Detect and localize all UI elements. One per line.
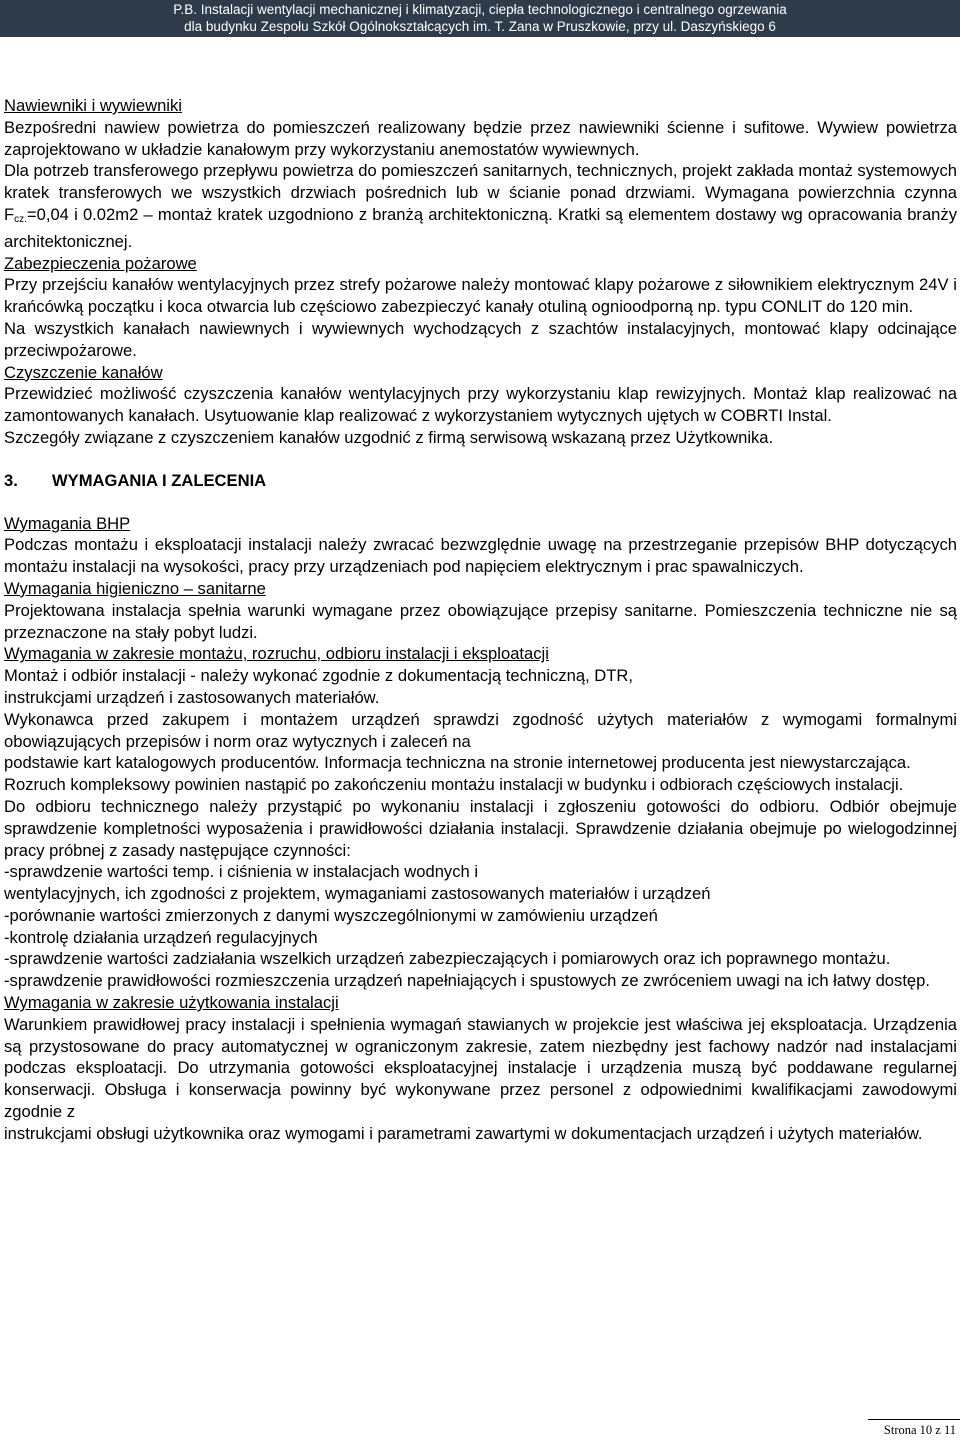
section-title: WYMAGANIA I ZALECENIA xyxy=(52,470,267,490)
paragraph: Przewidzieć możliwość czyszczenia kanałów wentylacyjnych przy wykorzystaniu klap rewizyjnych. Montaż klap realizować na zamontowanych kanałach. Usytuowanie klap realizować z wykorzystaniem wytycznych ujętych w COBRTI Instal. xyxy=(4,384,957,426)
heading-montaz: Wymagania w zakresie montażu, rozruchu, odbioru instalacji i eksploatacji xyxy=(4,644,549,664)
paragraph: instrukcjami urządzeń i zastosowanych materiałów. xyxy=(4,687,380,707)
list-item: -kontrolę działania urządzeń regulacyjnych xyxy=(4,927,318,947)
spacer xyxy=(4,449,957,470)
paragraph: Wykonawca przed zakupem i montażem urządzeń sprawdzi zgodność użytych materiałów z wymogami formalnymi obowiązujących przepisów i norm oraz wytycznych i zaleceń na xyxy=(4,709,957,751)
paragraph: Przy przejściu kanałów wentylacyjnych przez strefy pożarowe należy montować klapy pożarowe z siłownikiem elektrycznym 24V i krańcówką początku i koca otwarcia lub częściowo zabezpieczyć kanały otuliną ognioodporną np. typu CONLIT do 120 min. xyxy=(4,275,957,317)
header-line-2: dla budynku Zespołu Szkół Ogólnokształcących im. T. Zana w Pruszkowie, przy ul. Daszyńskiego 6 xyxy=(184,19,776,34)
paragraph: Na wszystkich kanałach nawiewnych i wywiewnych wychodzących z szachtów instalacyjnych, montować klapy odcinające przeciwpożarowe. xyxy=(4,318,957,360)
heading-uzytkowanie: Wymagania w zakresie użytkowania instalacji xyxy=(4,993,339,1013)
paragraph: Montaż i odbiór instalacji - należy wykonać zgodnie z dokumentacją techniczną, DTR, xyxy=(4,666,634,686)
list-item: -porównanie wartości zmierzonych z danymi wyszczególnionymi w zamówieniu urządzeń xyxy=(4,905,658,925)
heading-zabezpieczenia: Zabezpieczenia pożarowe xyxy=(4,253,197,273)
page-number: Strona 10 z 11 xyxy=(883,1423,956,1437)
paragraph: Projektowana instalacja spełnia warunki wymagane przez obowiązujące przepisy sanitarne. Pomieszczenia techniczne nie są przeznaczone na stały pobyt ludzi. xyxy=(4,600,957,642)
paragraph: instrukcjami obsługi użytkownika oraz wymogami i parametrami zawartymi w dokumentacjach urządzeń i użytych materiałów. xyxy=(4,1123,923,1143)
paragraph: Do odbioru technicznego należy przystąpić po wykonaniu instalacji i zgłoszeniu gotowości do odbioru. Odbiór obejmuje sprawdzenie kompletności wyposażenia i prawidłowości działania instalacji. Sprawdzenie działania obejmuje po wielogodzinnej pracy próbnej z zasady następujące czynności: xyxy=(4,796,957,860)
paragraph: Rozruch kompleksowy powinien nastąpić po zakończeniu montażu instalacji w budynku i odbiorach częściowych instalacji. xyxy=(4,775,904,795)
list-item: -sprawdzenie wartości temp. i ciśnienia w instalacjach wodnych i xyxy=(4,862,479,882)
paragraph: Dla potrzeb transferowego przepływu powietrza do pomieszczeń sanitarnych, technicznych, projekt zakłada montaż systemowych kratek transferowych we wszystkich drzwiach pośrednich lub w ścianie ponad drzwiami. Wymagana powierzchnia czynna $F_{cz.}=0,04$ i 0.02m2 – montaż kratek uzgodniono z branżą architektoniczną. Kratki są elementem dostawy wg opracowania branży architektonicznej. xyxy=(4,161,957,251)
paragraph: Warunkiem prawidłowej pracy instalacji i spełnienia wymagań stawianych w projekcie jest właściwa jej eksploatacja. Urządzenia są przystosowane do pracy automatycznej w ograniczonym zakresie, zatem niezbędny jest fachowy nadzór nad instalacjami podczas eksploatacji. Do utrzymania gotowości eksploatacyjnej instalacje i urządzenia muszą być poddawane regularnej konserwacji. Obsługa i konserwacja powinny być wykonywane przez personel z odpowiednimi kwalifikacjami zawodowymi zgodnie z xyxy=(4,1014,957,1122)
list-item: -sprawdzenie prawidłowości rozmieszczenia urządzeń napełniających i spustowych ze zwróceniem uwagi na ich łatwy dostęp. xyxy=(4,971,931,991)
list-item: wentylacyjnych, ich zgodności z projektem, wymaganiami zastosowanych materiałów i urządzeń xyxy=(4,884,711,904)
paragraph: podstawie kart katalogowych producentów. Informacja techniczna na stronie internetowej producenta jest niewystarczająca. xyxy=(4,753,911,773)
paragraph: Podczas montażu i eksploatacji instalacji należy zwracać bezwzględnie uwagę na przestrzeganie przepisów BHP dotyczących montażu instalacji na wysokości, pracy przy urządzeniach pod napięciem elektrycznym i prac spawalniczych. xyxy=(4,535,957,577)
heading-bhp: Wymagania BHP xyxy=(4,513,131,533)
section-heading xyxy=(4,470,957,492)
document-body xyxy=(4,95,957,1145)
spacer xyxy=(4,492,957,513)
footer-rule xyxy=(868,1419,960,1420)
paragraph: Szczegóły związane z czyszczeniem kanałów uzgodnić z firmą serwisową wskazaną przez Użytkownika. xyxy=(4,427,774,447)
section-number: 3. xyxy=(4,470,18,490)
header-line-1: P.B. Instalacji wentylacji mechanicznej i klimatyzacji, ciepła technologicznego i centralnego ogrzewania xyxy=(173,2,787,17)
heading-higieniczno: Wymagania higieniczno – sanitarne xyxy=(4,578,266,598)
heading-czyszczenie: Czyszczenie kanałów xyxy=(4,362,163,382)
list-item: -sprawdzenie wartości zadziałania wszelkich urządzeń zabezpieczających i pomiarowych oraz ich poprawnego montażu. xyxy=(4,949,891,969)
document-header xyxy=(0,0,960,37)
heading-nawiewniki: Nawiewniki i wywiewniki xyxy=(4,96,182,115)
paragraph: Bezpośredni nawiew powietrza do pomieszczeń realizowany będzie przez nawiewniki ścienne i sufitowe. Wywiew powietrza zaprojektowano w układzie kanałowym przy wykorzystaniu anemostatów wywiewnych. xyxy=(4,117,957,159)
